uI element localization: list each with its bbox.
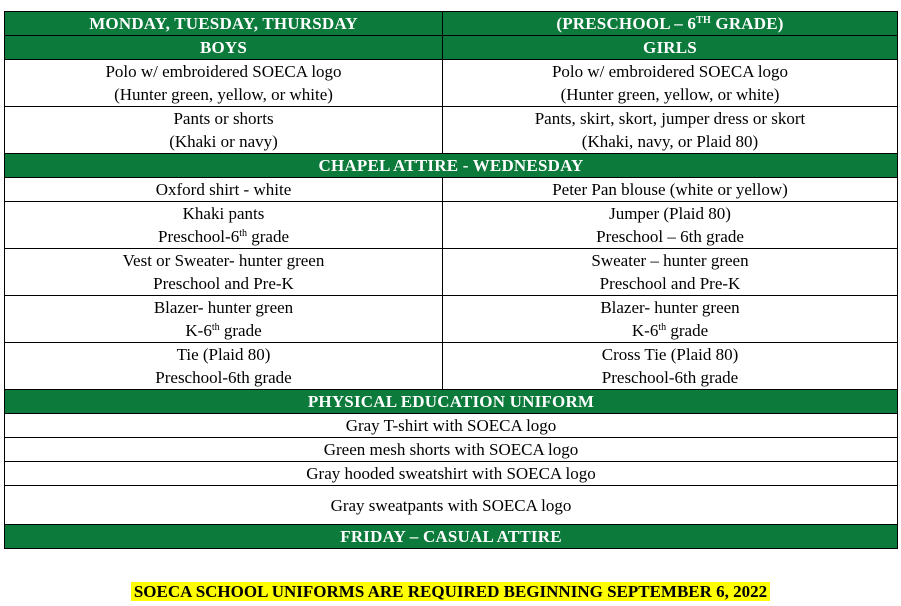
pe-item: Gray sweatpants with SOECA logo bbox=[5, 486, 898, 525]
table-row bbox=[5, 343, 898, 390]
pe-item: Gray hooded sweatshirt with SOECA logo bbox=[5, 462, 898, 486]
schedule-days-header: MONDAY, TUESDAY, THURSDAY bbox=[5, 12, 443, 36]
boys-header: BOYS bbox=[5, 36, 443, 60]
vest-sweater-cell: Vest or Sweater- hunter green Preschool and Pre-K bbox=[5, 249, 443, 296]
list-item bbox=[5, 438, 898, 462]
jumper-cell: Jumper (Plaid 80) Preschool – 6th grade bbox=[443, 202, 898, 249]
chapel-header-row bbox=[5, 154, 898, 178]
boys-pants-cell: Pants or shorts (Khaki or navy) bbox=[5, 107, 443, 154]
pe-header-row bbox=[5, 390, 898, 414]
table-row bbox=[5, 60, 898, 107]
table-row bbox=[5, 107, 898, 154]
oxford-shirt-cell: Oxford shirt - white bbox=[5, 178, 443, 202]
boys-polo-cell: Polo w/ embroidered SOECA logo (Hunter green, yellow, or white) bbox=[5, 60, 443, 107]
girls-sweater-cell: Sweater – hunter green Preschool and Pre-K bbox=[443, 249, 898, 296]
pe-uniform-header: PHYSICAL EDUCATION UNIFORM bbox=[5, 390, 898, 414]
list-item bbox=[5, 486, 898, 525]
peter-pan-blouse-cell: Peter Pan blouse (white or yellow) bbox=[443, 178, 898, 202]
gender-header-row bbox=[5, 36, 898, 60]
friday-header-row bbox=[5, 525, 898, 549]
notice-text: SOECA SCHOOL UNIFORMS ARE REQUIRED BEGINNING SEPTEMBER 6, 2022 bbox=[131, 582, 770, 601]
uniform-notice bbox=[0, 581, 901, 603]
pe-item: Gray T-shirt with SOECA logo bbox=[5, 414, 898, 438]
uniform-table bbox=[4, 11, 898, 549]
girls-polo-cell: Polo w/ embroidered SOECA logo (Hunter green, yellow, or white) bbox=[443, 60, 898, 107]
table-row bbox=[5, 249, 898, 296]
cross-tie-cell: Cross Tie (Plaid 80) Preschool-6th grade bbox=[443, 343, 898, 390]
friday-casual-header: FRIDAY – CASUAL ATTIRE bbox=[5, 525, 898, 549]
grade-range-header: (PRESCHOOL – 6TH GRADE) bbox=[443, 12, 898, 36]
list-item bbox=[5, 462, 898, 486]
girls-blazer-cell: Blazer- hunter green K-6th grade bbox=[443, 296, 898, 343]
khaki-pants-cell: Khaki pants Preschool-6th grade bbox=[5, 202, 443, 249]
boys-blazer-cell: Blazer- hunter green K-6th grade bbox=[5, 296, 443, 343]
table-row bbox=[5, 202, 898, 249]
list-item bbox=[5, 414, 898, 438]
girls-header: GIRLS bbox=[443, 36, 898, 60]
pe-item: Green mesh shorts with SOECA logo bbox=[5, 438, 898, 462]
chapel-attire-header: CHAPEL ATTIRE - WEDNESDAY bbox=[5, 154, 898, 178]
schedule-header-row bbox=[5, 12, 898, 36]
tie-cell: Tie (Plaid 80) Preschool-6th grade bbox=[5, 343, 443, 390]
table-row bbox=[5, 178, 898, 202]
table-row bbox=[5, 296, 898, 343]
girls-pants-cell: Pants, skirt, skort, jumper dress or skort (Khaki, navy, or Plaid 80) bbox=[443, 107, 898, 154]
